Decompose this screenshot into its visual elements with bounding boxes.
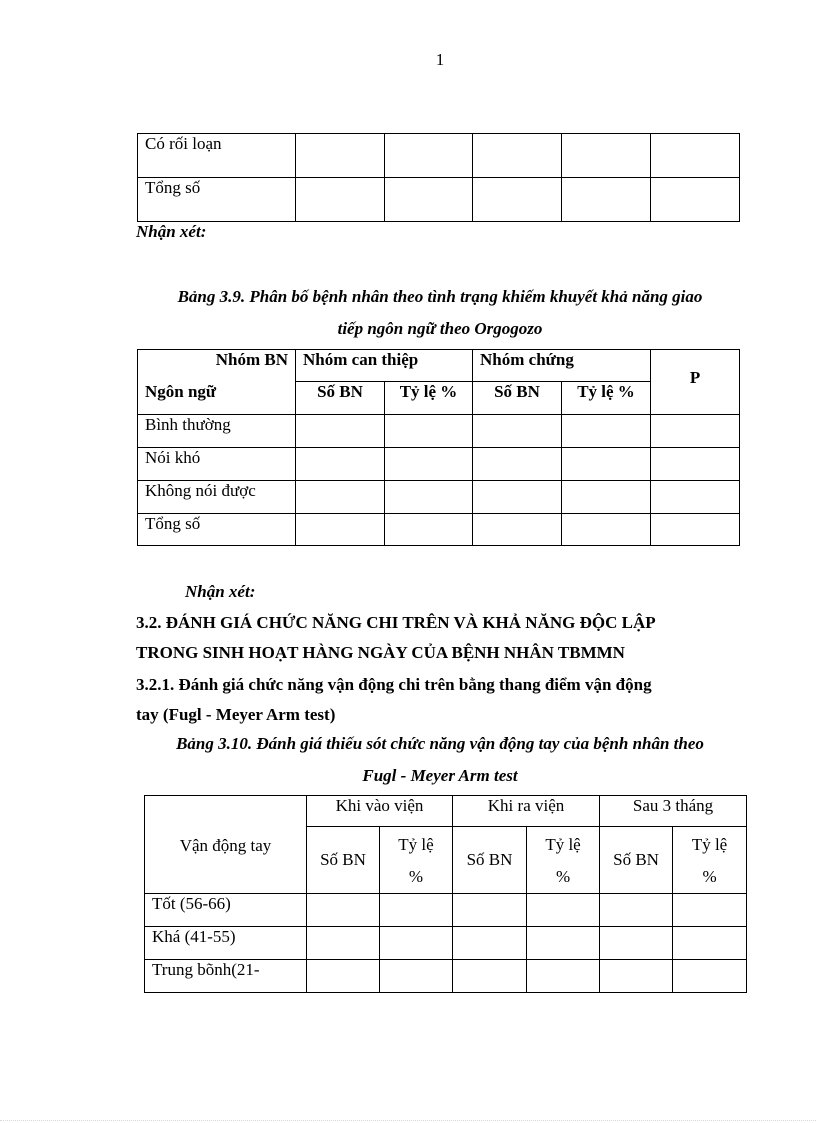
header-percent [673,827,747,894]
table-cell [385,481,473,514]
table-cell [600,960,673,993]
table-cell [453,927,527,960]
table-caption: Bảng 3.9. Phân bố bệnh nhân theo tình trạng khiếm khuyết khả năng giao [177,287,703,306]
header-count: Số BN [307,827,380,894]
table-cell [385,448,473,481]
table-cell [527,960,600,993]
header-intervention: Nhóm can thiệp [296,350,473,382]
note-remark: Nhận xét: [136,222,207,241]
table-cell [385,178,473,222]
header-group-label: Nhóm BN [138,350,296,382]
page-bottom-divider [0,1120,816,1121]
table-3-10 [144,795,747,993]
header-percent [380,827,453,894]
header-p: P [651,350,740,415]
table-cell [453,960,527,993]
section-heading: TRONG SINH HOẠT HÀNG NGÀY CỦA BỆNH NHÂN TBMMN [136,643,625,662]
row-label: Khá (41-55) [145,927,307,960]
table-caption: tiếp ngôn ngữ theo Orgogozo [337,319,543,338]
table-caption: Fugl - Meyer Arm test [362,766,518,785]
header-control: Nhóm chứng [473,350,651,382]
table-cell [296,415,385,448]
header-percent: Tỷ lệ % [385,382,473,415]
table-cell [600,894,673,927]
table-cell [562,448,651,481]
header-3months: Sau 3 tháng [600,796,747,827]
table-cell [380,927,453,960]
table-cell [296,448,385,481]
table-cell [562,415,651,448]
table-cell [380,960,453,993]
header-count: Số BN [600,827,673,894]
table-cell [473,448,562,481]
table-cell [527,894,600,927]
table-cell [385,134,473,178]
header-discharge: Khi ra viện [453,796,600,827]
table-cell [673,960,747,993]
table-cell [307,927,380,960]
header-percent [527,827,600,894]
header-percent-line2: % [555,867,571,886]
page-number: 1 [435,50,445,69]
table-cell [296,481,385,514]
note-remark: Nhận xét: [185,582,256,601]
header-row-label: Ngôn ngữ [138,382,296,415]
table-cell [473,514,562,546]
table-cell [385,514,473,546]
table-row [138,481,740,514]
header-row-label: Vận động tay [145,796,307,894]
table-cell [380,894,453,927]
table-cell [651,134,740,178]
subsection-heading: 3.2.1. Đánh giá chức năng vận động chi trên bằng thang điểm vận động [136,675,652,694]
table-cell [562,514,651,546]
table-header-row [145,796,747,827]
table-row [145,927,747,960]
table-cell [600,927,673,960]
table-cell [296,178,385,222]
table-cell [651,481,740,514]
table-cell [673,927,747,960]
row-label: Nói khó [138,448,296,481]
table-header-row [138,350,740,382]
table-row [138,134,740,178]
table-row [145,960,747,993]
row-label: Tổng số [138,178,296,222]
row-label: Bình thường [138,415,296,448]
header-percent-line2: % [702,867,717,886]
table-cell [385,415,473,448]
table-cell [307,894,380,927]
header-percent-line1: Tỷ lệ [691,835,728,854]
table-cell [651,415,740,448]
table-row [138,178,740,222]
row-label: Tốt (56-66) [145,894,307,927]
table-cell [473,481,562,514]
table-row [138,448,740,481]
header-percent: Tỷ lệ % [562,382,651,415]
table-header-row [138,382,740,415]
subsection-heading: tay (Fugl - Meyer Arm test) [136,705,336,724]
header-percent-line1: Tỷ lệ [398,835,434,854]
header-admission: Khi vào viện [307,796,453,827]
row-label: Tổng số [138,514,296,546]
row-label: Không nói được [138,481,296,514]
table-cell [651,178,740,222]
table-cell [473,178,562,222]
header-count: Số BN [453,827,527,894]
table-top-continuation [137,133,740,222]
row-label: Có rối loạn [138,134,296,178]
table-row [145,894,747,927]
table-cell [473,415,562,448]
section-heading: 3.2. ĐÁNH GIÁ CHỨC NĂNG CHI TRÊN VÀ KHẢ NĂNG ĐỘC LẬP [136,613,656,632]
table-cell [473,134,562,178]
table-cell [651,514,740,546]
table-cell [562,481,651,514]
table-row [138,514,740,546]
table-cell [673,894,747,927]
header-count: Số BN [473,382,562,415]
header-percent-line1: Tỷ lệ [545,835,581,854]
header-percent-line2: % [408,867,424,886]
table-caption: Bảng 3.10. Đánh giá thiếu sót chức năng vận động tay của bệnh nhân theo [176,734,704,753]
table-cell [296,514,385,546]
table-cell [296,134,385,178]
row-label: Trung bõnh(21- [145,960,307,993]
table-row [138,415,740,448]
table-cell [562,134,651,178]
table-cell [562,178,651,222]
table-3-9 [137,349,740,546]
table-cell [651,448,740,481]
table-cell [453,894,527,927]
table-cell [307,960,380,993]
header-count: Số BN [296,382,385,415]
table-cell [527,927,600,960]
